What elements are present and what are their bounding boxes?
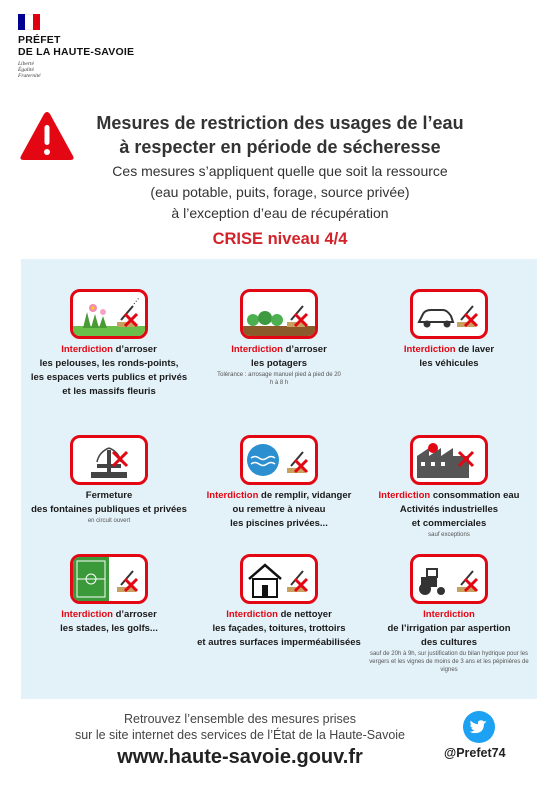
subtitle-line1: Ces mesures s’appliquent quelle que soit la ressource xyxy=(112,163,448,179)
card-vegetable-note: Tolérance : arrosage manuel pied à pied de 20 h à 8 h xyxy=(217,372,341,386)
subtitle-line2: (eau potable, puits, forage, source privée) xyxy=(150,184,410,200)
house-cleaning-icon xyxy=(240,554,318,604)
card-pools-line1: Interdiction de remplir, vidanger xyxy=(206,490,352,501)
card-pools xyxy=(197,435,361,531)
card-lawns-line4: et les massifs fleuris xyxy=(62,386,156,397)
card-industry-line3: et commerciales xyxy=(411,518,487,529)
card-fountains-line1: Fermeture xyxy=(85,490,133,501)
stadium-icon xyxy=(70,554,148,604)
card-irrigation-line2: de l’irrigation par aspertion xyxy=(387,623,511,634)
subtitle-line3: à l’exception d’eau de récupération xyxy=(171,205,389,221)
devise xyxy=(18,61,178,79)
card-industry-note: sauf exceptions xyxy=(428,532,470,538)
card-irrigation-note: sauf de 20h à 9h, sur justification du bilan hydrique pour les vergers et les vignes de moins de 3 ans et les pépinières de vignes xyxy=(369,651,529,673)
factory-icon xyxy=(410,435,488,485)
interdiction-label: Interdiction xyxy=(61,344,113,355)
prefet-line2: DE LA HAUTE-SAVOIE xyxy=(18,46,135,58)
twitter-icon[interactable] xyxy=(463,711,495,743)
card-irrigation xyxy=(365,554,533,674)
card-facades-line3: et autres surfaces imperméabilisées xyxy=(197,637,361,648)
card-facades-line2: les façades, toitures, trottoirs xyxy=(212,623,346,634)
card-vehicles xyxy=(365,289,533,371)
prefet-name xyxy=(18,34,178,58)
card-fountains-note: en circuit ouvert xyxy=(87,518,131,524)
interdiction-label: Interdiction xyxy=(378,490,431,501)
tractor-irrigation-icon xyxy=(410,554,488,604)
car-wash-icon xyxy=(410,289,488,339)
interdiction-label: Interdiction xyxy=(226,609,278,620)
interdiction-label: Interdiction xyxy=(403,344,456,355)
card-industry-line2: Activités industrielles xyxy=(399,504,499,515)
card-pools-line2: ou remettre à niveau xyxy=(232,504,326,515)
footer-line1: Retrouvez l’ensemble des mesures prises xyxy=(123,712,357,726)
lawn-sprinkler-icon xyxy=(70,289,148,339)
card-fountains xyxy=(25,435,193,525)
devise-egalite: Égalité xyxy=(18,67,34,73)
card-vegetable-gardens xyxy=(197,289,361,387)
card-industry-line1: Interdiction consommation eau xyxy=(378,490,520,501)
interdiction-label: Interdiction xyxy=(61,609,113,620)
swimming-pool-icon xyxy=(240,435,318,485)
card-facades-line1: Interdiction de nettoyer xyxy=(226,609,332,620)
card-vegetable-line1: Interdiction d’arroser xyxy=(231,344,327,355)
card-pools-line3: les piscines privées... xyxy=(230,518,328,529)
devise-liberte: Liberté xyxy=(18,61,34,67)
card-industry xyxy=(365,435,533,539)
card-vehicles-line1: Interdiction de laver xyxy=(403,344,495,355)
card-irrigation-line3: des cultures xyxy=(421,637,477,648)
card-stadiums-line2: les stades, les golfs... xyxy=(60,623,158,634)
card-lawns-line2: les pelouses, les ronds-points, xyxy=(39,358,179,369)
restrictions-panel xyxy=(21,259,537,699)
card-lawns-line1: Interdiction d’arroser xyxy=(61,344,157,355)
vegetable-garden-icon xyxy=(240,289,318,339)
card-stadiums xyxy=(25,554,193,636)
devise-fraternite: Fraternité xyxy=(18,73,41,79)
french-flag-icon xyxy=(18,14,40,30)
crisis-level: CRISE niveau 4/4 xyxy=(212,230,348,248)
card-stadiums-line1: Interdiction d’arroser xyxy=(61,609,157,620)
card-vegetable-line2: les potagers xyxy=(251,358,307,369)
twitter-handle[interactable]: @Prefet74 xyxy=(444,746,506,760)
prefet-line1: PRÉFET xyxy=(18,34,61,46)
website-link[interactable]: www.haute-savoie.gouv.fr xyxy=(117,746,363,768)
fountain-icon xyxy=(70,435,148,485)
interdiction-label: Interdiction xyxy=(206,490,259,501)
card-irrigation-line1: Interdiction xyxy=(423,609,475,620)
card-lawns xyxy=(25,289,193,399)
card-facades xyxy=(197,554,361,650)
card-vehicles-line2: les véhicules xyxy=(419,358,479,369)
interdiction-label: Interdiction xyxy=(231,344,283,355)
footer-line2: sur le site internet des services de l’État de la Haute-Savoie xyxy=(74,728,406,742)
card-lawns-line3: les espaces verts publics et privés xyxy=(30,372,188,383)
card-fountains-line2: des fontaines publiques et privées xyxy=(31,504,187,515)
page-title-line2: à respecter en période de sécheresse xyxy=(119,137,441,157)
page-title-line1: Mesures de restriction des usages de l’eau xyxy=(96,113,464,133)
prefet-logo xyxy=(18,14,178,79)
